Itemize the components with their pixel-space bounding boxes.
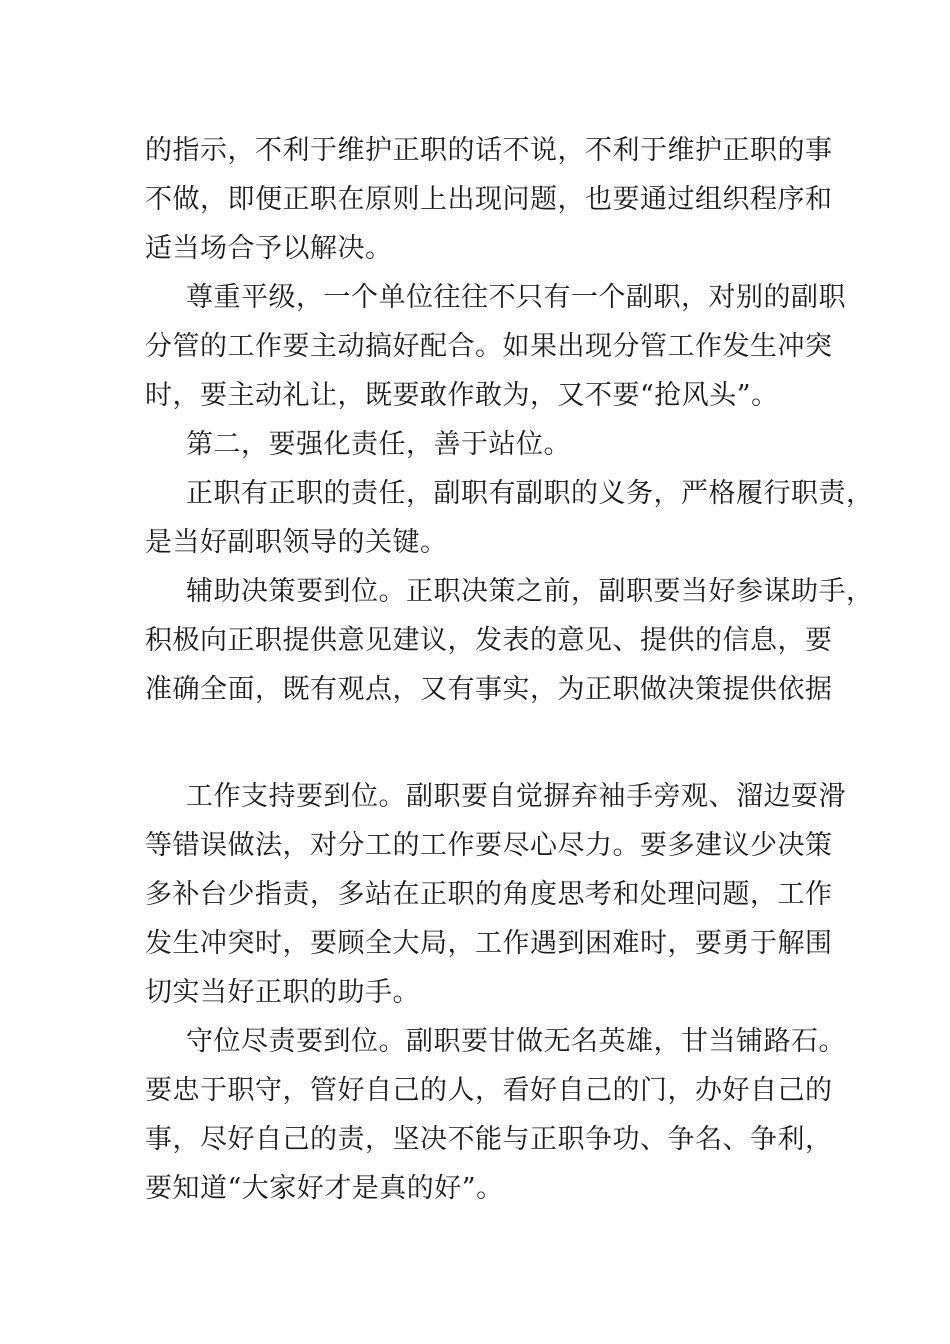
text-line: 要知道“大家好才是真的好”。 [145, 1173, 504, 1204]
text-line: 不做，即便正职在原则上出现问题，也要通过组织程序和 [145, 184, 833, 215]
paragraph-start: 辅助决策要到位。正职决策之前，副职要当好参谋助手， [186, 576, 874, 607]
text-line: 准确全面，既有观点，又有事实，为正职做决策提供依据 [145, 674, 833, 705]
text-line: 要忠于职守，管好自己的人，看好自己的门，办好自己的 [145, 1075, 833, 1106]
paragraph-start: 正职有正职的责任，副职有副职的义务，严格履行职责， [186, 478, 874, 509]
text-line: 多补台少指责，多站在正职的角度思考和处理问题，工作 [145, 879, 833, 910]
text-line: 积极向正职提供意见建议，发表的意见、提供的信息，要 [145, 625, 833, 656]
section-heading: 第二，要强化责任，善于站位。 [186, 429, 571, 460]
text-line: 发生冲突时，要顾全大局，工作遇到困难时，要勇于解围 [145, 928, 833, 959]
text-line: 时，要主动礼让，既要敢作敢为，又不要“抢风头”。 [145, 380, 779, 411]
text-line: 分管的工作要主动搞好配合。如果出现分管工作发生冲突 [145, 331, 833, 362]
text-line: 切实当好正职的助手。 [145, 977, 420, 1008]
text-line: 的指示，不利于维护正职的话不说，不利于维护正职的事 [145, 135, 833, 166]
text-line: 等错误做法，对分工的工作要尽心尽力。要多建议少决策 [145, 830, 833, 861]
paragraph-start: 工作支持要到位。副职要自觉摒弃袖手旁观、溜边耍滑 [186, 781, 846, 812]
paragraph-start: 尊重平级，一个单位往往不只有一个副职，对别的副职 [186, 282, 846, 313]
text-line: 是当好副职领导的关键。 [145, 527, 448, 558]
paragraph-start: 守位尽责要到位。副职要甘做无名英雄，甘当铺路石。 [186, 1026, 846, 1057]
text-line: 适当场合予以解决。 [145, 233, 393, 264]
text-line: 事，尽好自己的责，坚决不能与正职争功、争名、争利， [145, 1124, 833, 1155]
